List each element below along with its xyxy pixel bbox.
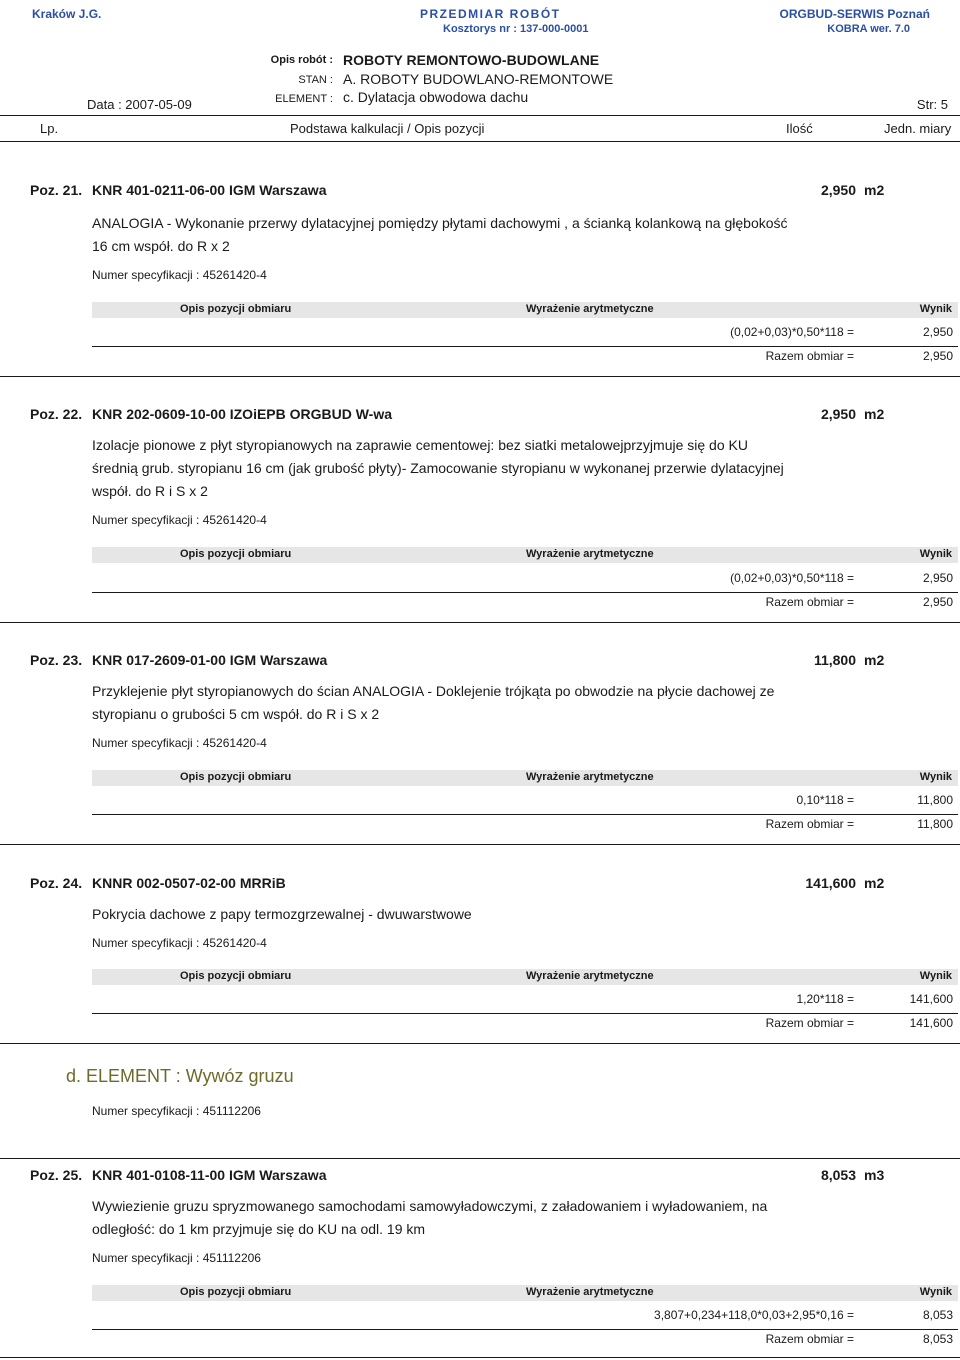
software-version: KOBRA wer. 7.0 [827, 23, 910, 35]
stan-value: A. ROBOTY BUDOWLANO-REMONTOWE [343, 71, 614, 87]
opis-label: Opis robót : [270, 54, 333, 66]
position-code: KNR 401-0108-11-00 IGM Warszawa [92, 1167, 327, 1183]
opis-value: ROBOTY REMONTOWO-BUDOWLANE [343, 52, 600, 68]
position-unit: m2 [864, 406, 885, 422]
measure-header-opis: Opis pozycji obmiaru [180, 303, 292, 315]
measure-header [92, 969, 958, 985]
position-description: ANALOGIA - Wykonanie przerwy dylatacyjnej pomiędzy płytami dachowymi , a ścianką kolankową na głębokość 16 cm współ. do R x 2 [92, 215, 788, 254]
measure-header-expr: Wyrażenie arytmetyczne [526, 548, 654, 560]
position-description: Wywiezienie gruzu spryzmowanego samochodami samowyładowczymi, z załadowaniem i wyładowaniem, na odległość: do 1 km przyjmuje się do KU na odl. 19 km [92, 1198, 768, 1237]
header-rule-top [0, 115, 960, 116]
document-date: Data : 2007-05-09 [87, 97, 192, 112]
position-qty: 11,800 [813, 652, 856, 668]
element-d-spec: Numer specyfikacji : 451112206 [92, 1104, 261, 1118]
position-qty: 2,950 [820, 182, 856, 198]
page-number: Str: 5 [916, 97, 948, 112]
measure-expression: (0,02+0,03)*0,50*118 = [730, 325, 854, 339]
position-code: KNR 401-0211-06-00 IGM Warszawa [92, 182, 327, 198]
position-code: KNNR 002-0507-02-00 MRRiB [92, 875, 286, 891]
measure-row [92, 790, 958, 812]
company-right: ORGBUD-SERWIS Poznań [779, 7, 930, 21]
measure-result: 11,800 [917, 793, 953, 807]
column-qty: Ilość [786, 121, 813, 136]
header-rule-bottom [0, 141, 960, 142]
estimate-number: Kosztorys nr : 137-000-0001 [443, 23, 589, 35]
position-qty: 2,950 [820, 406, 856, 422]
measure-header-opis: Opis pozycji obmiaru [180, 548, 292, 560]
spec-number: Numer specyfikacji : 45261420-4 [92, 268, 267, 282]
spec-number: Numer specyfikacji : 451112206 [92, 1251, 261, 1265]
measure-row [92, 322, 958, 344]
position-description: Przyklejenie płyt styropianowych do ścian ANALOGIA - Doklejenie trójkąta po obwodzie na płycie dachowej ze styropianu o grubości 5 cm współ. do R i S x 2 [92, 683, 775, 722]
total-label: Razem obmiar = [765, 817, 854, 831]
measure-header-result: Wynik [919, 303, 952, 315]
element-d-section [0, 1066, 960, 1159]
measure-header-result: Wynik [919, 970, 952, 982]
measure-header [92, 1285, 958, 1301]
measure-header-result: Wynik [919, 771, 952, 783]
position-25 [0, 1167, 960, 1358]
measure-expression: 0,10*118 = [796, 793, 854, 807]
measure-total-row [92, 1329, 958, 1351]
position-24 [0, 875, 960, 1044]
position-unit: m3 [864, 1167, 885, 1183]
position-unit: m2 [864, 182, 885, 198]
element-d-title: d. ELEMENT : Wywóz gruzu [66, 1066, 294, 1086]
spec-number: Numer specyfikacji : 45261420-4 [92, 736, 267, 750]
measure-total-row [92, 814, 958, 836]
measure-total-row [92, 592, 958, 614]
position-unit: m2 [864, 652, 885, 668]
measure-header-opis: Opis pozycji obmiaru [180, 970, 292, 982]
company-left: Kraków J.G. [32, 7, 102, 21]
position-unit: m2 [864, 875, 885, 891]
total-value: 8,053 [922, 1332, 953, 1346]
measure-total-row [92, 1013, 958, 1035]
total-label: Razem obmiar = [765, 349, 854, 363]
total-label: Razem obmiar = [765, 1016, 854, 1030]
measure-row [92, 1305, 958, 1327]
position-21 [0, 182, 960, 377]
measure-header [92, 547, 958, 563]
measure-header-expr: Wyrażenie arytmetyczne [526, 970, 654, 982]
position-code: KNR 017-2609-01-00 IGM Warszawa [92, 652, 328, 668]
document-title: PRZEDMIAR ROBÓT [420, 7, 561, 21]
stan-label: STAN : [298, 74, 333, 86]
measure-expression: 1,20*118 = [796, 992, 854, 1006]
measure-header-expr: Wyrażenie arytmetyczne [526, 303, 654, 315]
total-value: 141,600 [909, 1016, 953, 1030]
position-number: Poz. 24. [30, 875, 83, 891]
measure-result: 8,053 [922, 1308, 953, 1322]
measure-total-row [92, 346, 958, 368]
spec-number: Numer specyfikacji : 45261420-4 [92, 936, 267, 950]
measure-header-result: Wynik [919, 1286, 952, 1298]
column-basis: Podstawa kalkulacji / Opis pozycji [290, 121, 485, 136]
measure-row [92, 989, 958, 1011]
total-label: Razem obmiar = [765, 1332, 854, 1346]
measure-result: 2,950 [922, 571, 953, 585]
measure-header-result: Wynik [919, 548, 952, 560]
position-description: Izolacje pionowe z płyt styropianowych na zaprawie cementowej: bez siatki metalowejprzyjmuje się do KU średnią grub. styropianu 16 cm (jak grubość płyty)- Zamocowanie styropianu w wykonanej przerwie dylatacyjnej współ. do R i S x 2 [92, 437, 784, 499]
total-value: 2,950 [922, 595, 953, 609]
position-qty: 141,600 [805, 875, 856, 891]
measure-row [92, 568, 958, 590]
position-qty: 8,053 [820, 1167, 856, 1183]
column-lp: Lp. [40, 121, 59, 136]
position-code: KNR 202-0609-10-00 IZOiEPB ORGBUD W-wa [92, 406, 393, 422]
position-description: Pokrycia dachowe z papy termozgrzewalnej - dwuwarstwowe [92, 906, 472, 922]
measure-header-opis: Opis pozycji obmiaru [180, 1286, 292, 1298]
measure-header-expr: Wyrażenie arytmetyczne [526, 771, 654, 783]
position-22 [0, 406, 960, 623]
spec-number: Numer specyfikacji : 45261420-4 [92, 513, 267, 527]
measure-result: 141,600 [909, 992, 953, 1006]
element-label: ELEMENT : [275, 93, 333, 105]
total-label: Razem obmiar = [765, 595, 854, 609]
position-number: Poz. 22. [30, 406, 83, 422]
position-number: Poz. 23. [30, 652, 83, 668]
measure-header [92, 302, 958, 318]
total-value: 2,950 [922, 349, 953, 363]
measure-result: 2,950 [922, 325, 953, 339]
position-number: Poz. 25. [30, 1167, 83, 1183]
position-number: Poz. 21. [30, 182, 83, 198]
measure-header-opis: Opis pozycji obmiaru [180, 771, 292, 783]
measure-expression: (0,02+0,03)*0,50*118 = [730, 571, 854, 585]
measure-header-expr: Wyrażenie arytmetyczne [526, 1286, 654, 1298]
position-23 [0, 652, 960, 845]
element-value: c. Dylatacja obwodowa dachu [343, 89, 529, 105]
total-value: 11,800 [917, 817, 953, 831]
measure-expression: 3,807+0,234+118,0*0,03+2,95*0,16 = [654, 1308, 854, 1322]
column-unit: Jedn. miary [884, 121, 952, 136]
measure-header [92, 770, 958, 786]
